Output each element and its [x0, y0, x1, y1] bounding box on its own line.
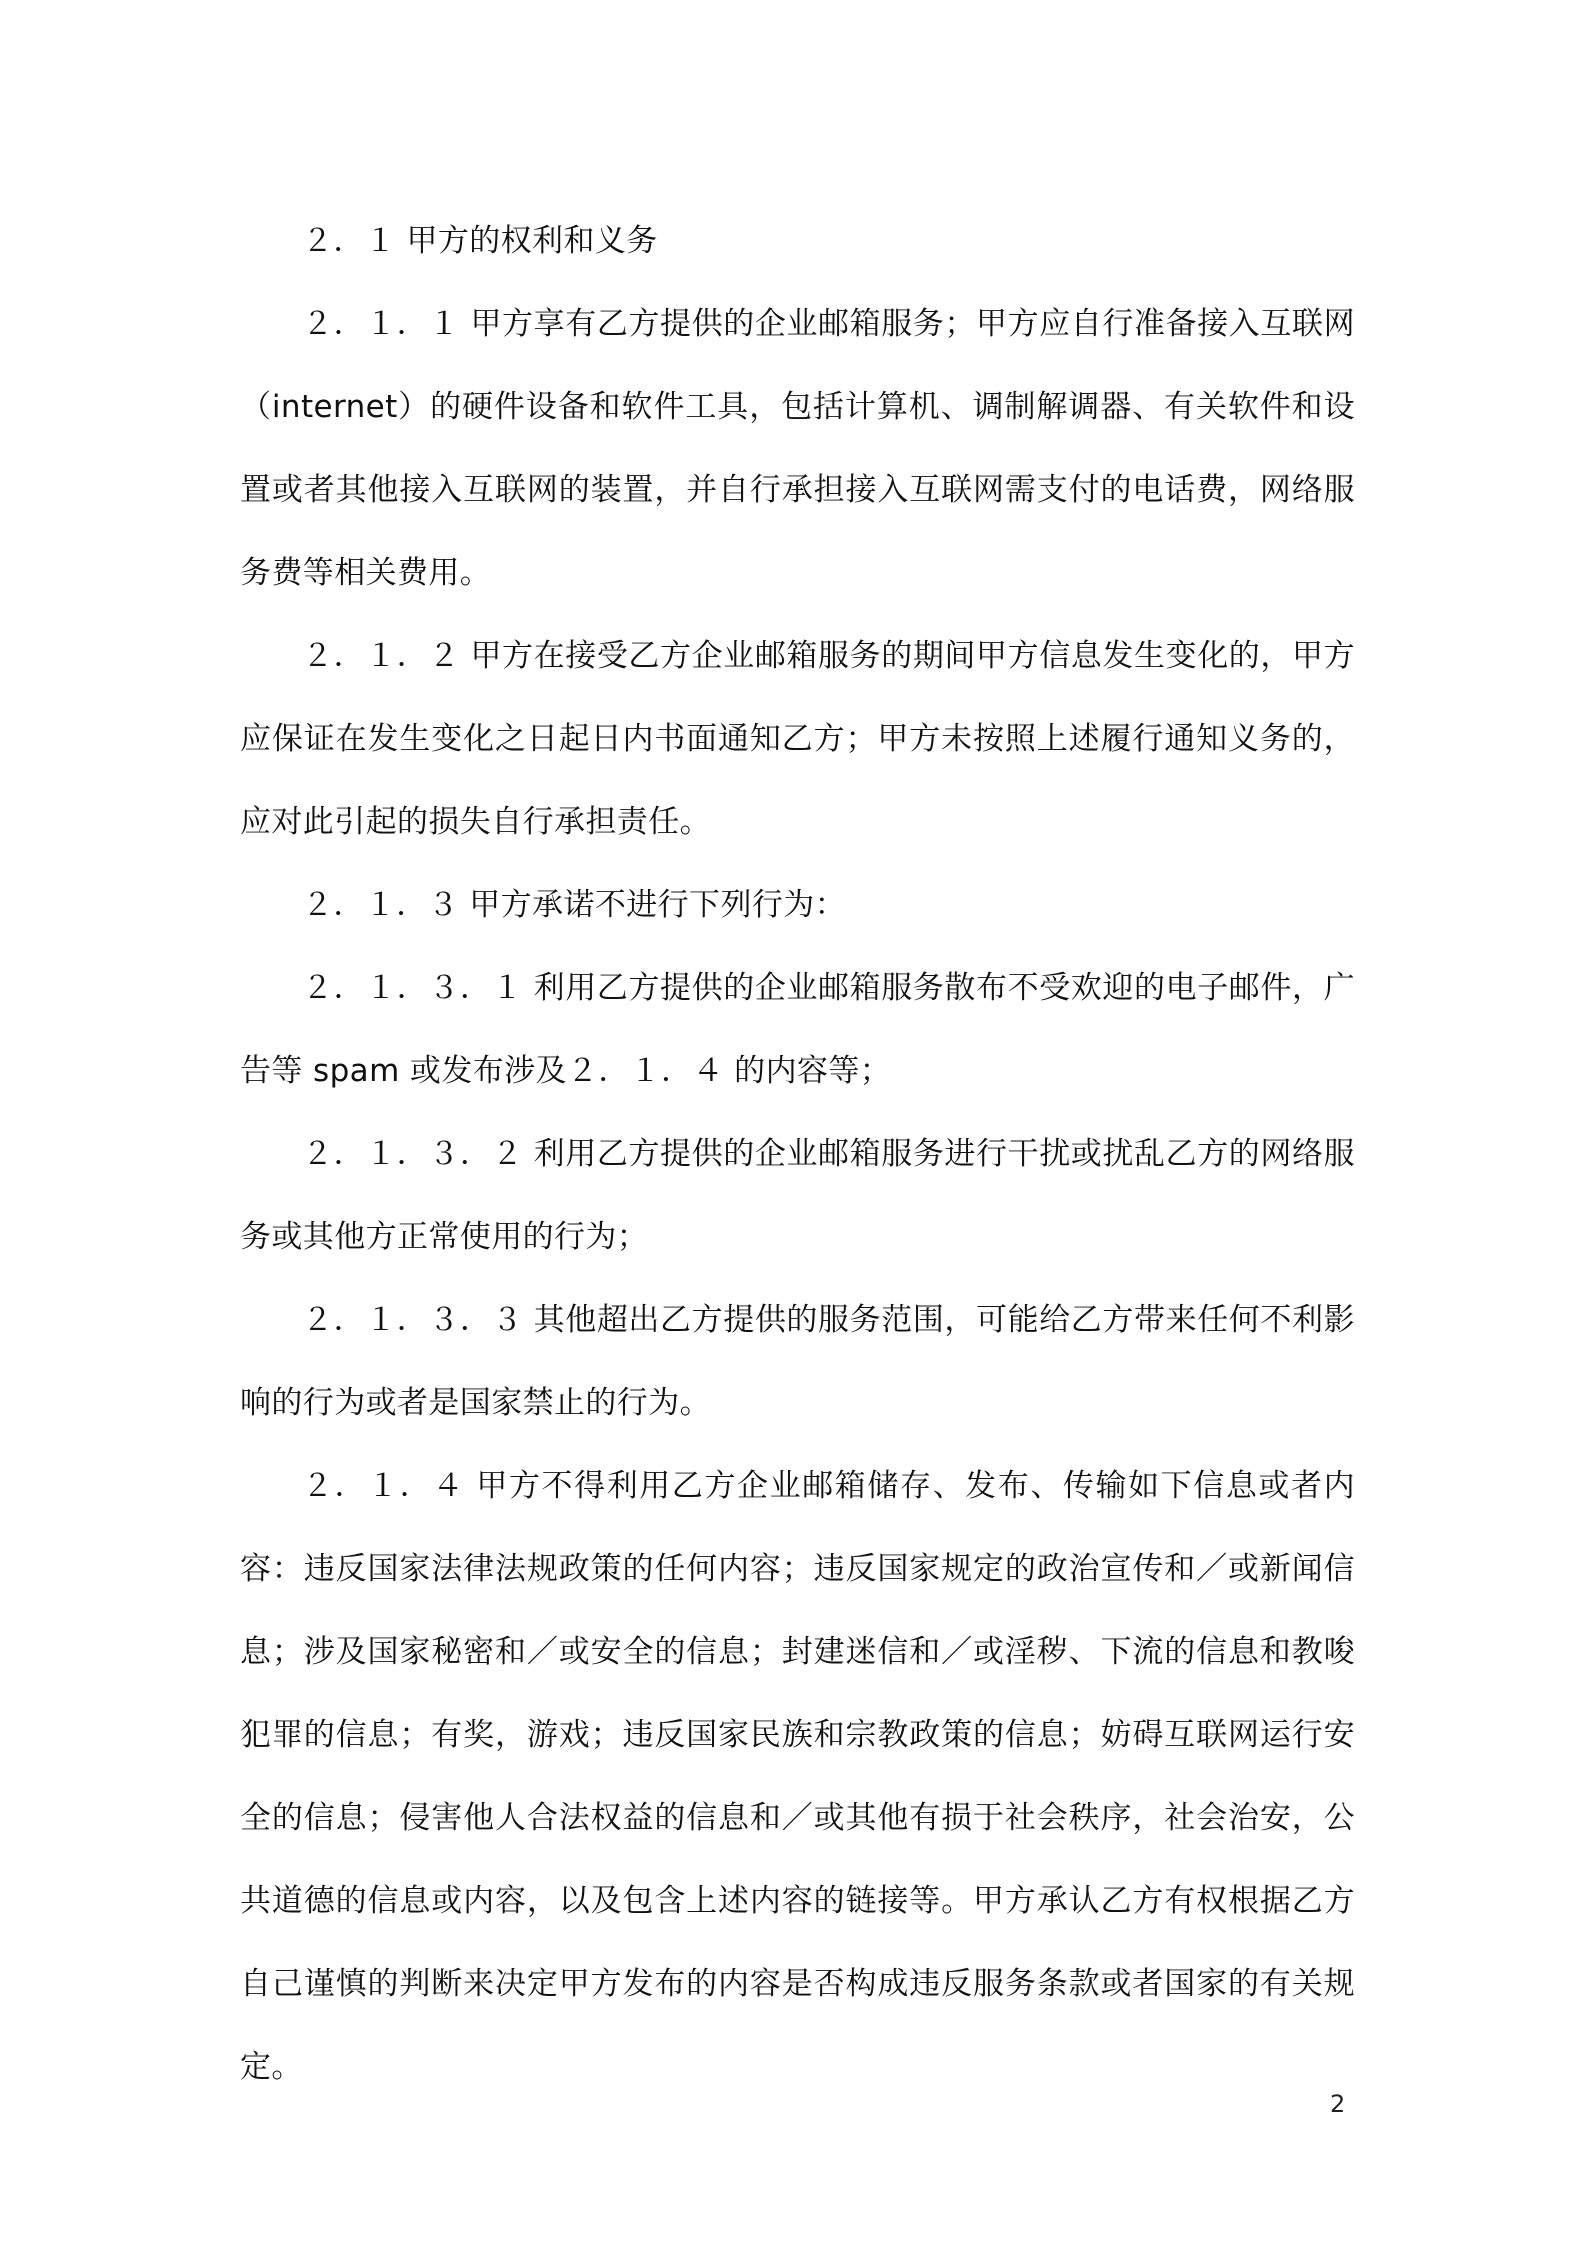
clause-2-1-3: ２．１．３ 甲方承诺不进行下列行为： — [302, 887, 847, 923]
clause-2-1-2: ２．１．２ 甲方在接受乙方企业邮箱服务的期间甲方信息发生变化的，甲方应保证在发生变化之日起日内书面通知乙方；甲方未按照上述履行通知义务的，应对此引起的损失自行承担责任。 — [240, 638, 1355, 840]
clause-2-1-4: ２．１．４ 甲方不得利用乙方企业邮箱储存、发布、传输如下信息或者内容：违反国家法律法规政策的任何内容；违反国家规定的政治宣传和／或新闻信息；涉及国家秘密和／或安全的信息；封建迷信和／或淫秽、下流的信息和教唆犯罪的信息；有奖，游戏；违反国家民族和宗教政策的信息；妨碍互联网运行安全的信息；侵害他人合法权益的信息和／或其他有损于社会秩序，社会治安，公共道德的信息或内容，以及包含上述内容的链接等。甲方承认乙方有权根据乙方自己谨慎的判断来决定甲方发布的内容是否构成违反服务条款或者国家的有关规定。 — [240, 1468, 1355, 2085]
clause-2-1-3-3: ２．１．３．３ 其他超出乙方提供的服务范围，可能给乙方带来任何不利影响的行为或者是国家禁止的行为。 — [240, 1302, 1355, 1421]
clause-2-1-1: ２．１．１ 甲方享有乙方提供的企业邮箱服务；甲方应自行准备接入互联网（internet）的硬件设备和软件工具，包括计算机、调制解调器、有关软件和设置或者其他接入互联网的装置，并自行承担接入互联网需支付的电话费，网络服务费等相关费用。 — [240, 306, 1355, 591]
clause-2-1-3-1: ２．１．３．１ 利用乙方提供的企业邮箱服务散布不受欢迎的电子邮件，广告等 spam 或发布涉及２．１．４ 的内容等； — [240, 970, 1355, 1089]
document-body — [240, 200, 1355, 2109]
clause-2-1-3-2: ２．１．３．２ 利用乙方提供的企业邮箱服务进行干扰或扰乱乙方的网络服务或其他方正常使用的行为； — [240, 1136, 1355, 1255]
section-heading-2-1: ２．１ 甲方的权利和义务 — [302, 223, 658, 259]
page-number: 2 — [1330, 2090, 1346, 2118]
